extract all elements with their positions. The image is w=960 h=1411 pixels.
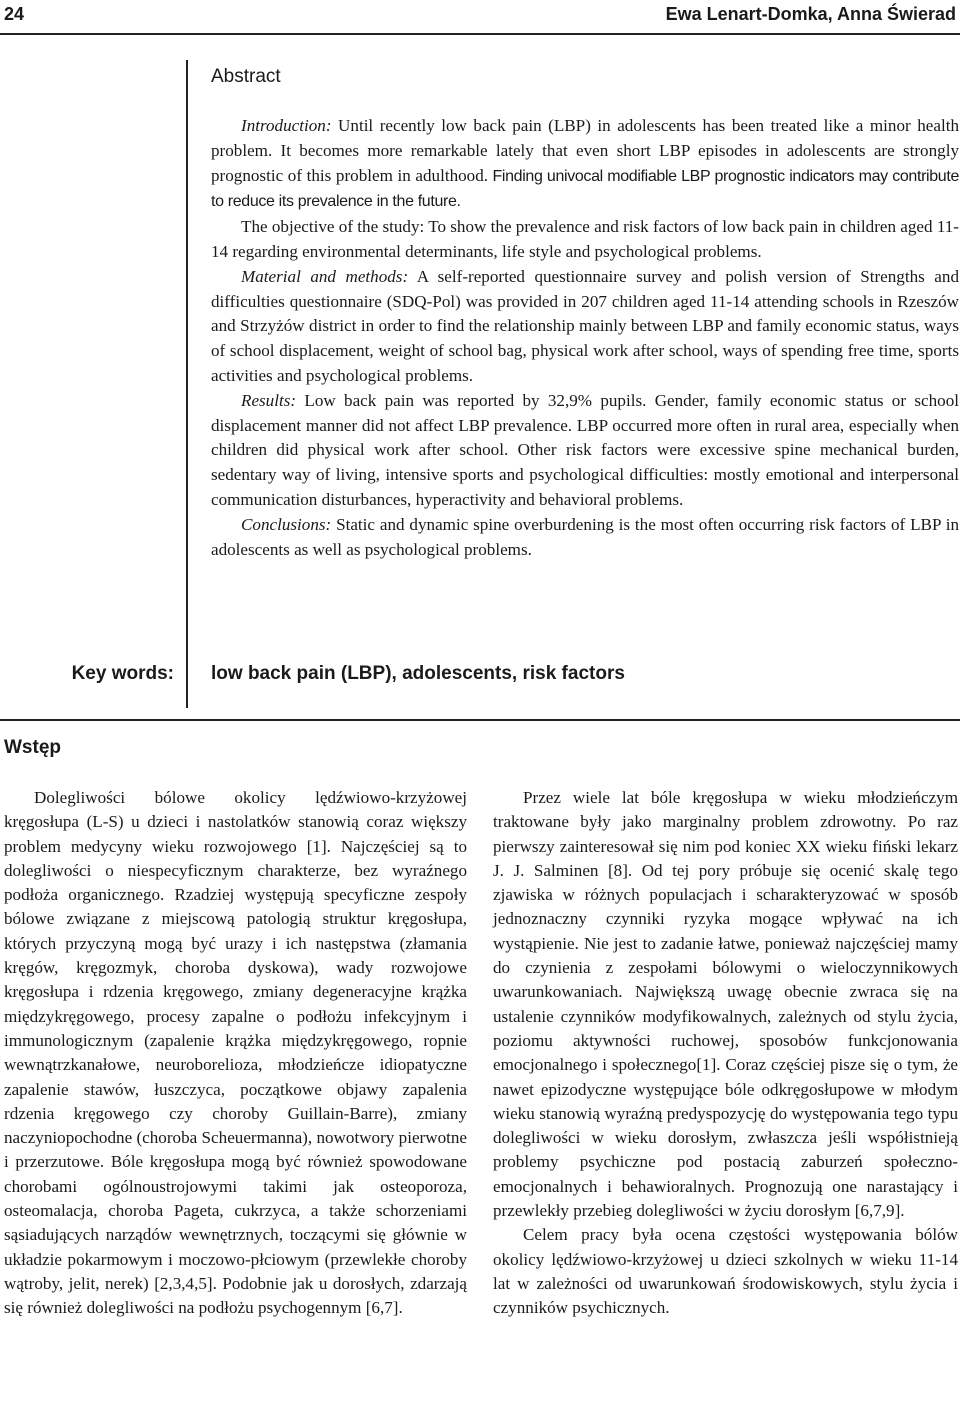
abstract-introduction — [211, 114, 959, 215]
abstract-vertical-rule — [186, 60, 188, 708]
page-header — [0, 0, 960, 34]
methods-text: A self-reported questionnaire survey and polish version of Strengths and difficulties questionnaire (SDQ-Pol) was provided in 207 children aged 11-14 attending schools in Rzeszów and Strzyżów district in order to find the relationship mainly between LBP and family economic status, ways of school displacement, weight of school bag, physical work after school, ways of spending free time, sports activities and psychological problems. — [211, 266, 959, 385]
conclusions-text: Static and dynamic spine overburdening is the most often occurring risk factors of LBP in adolescents as well as psychological problems. — [211, 514, 959, 559]
left-paragraph: Dolegliwości bólowe okolicy lędźwiowo-krzyżowej kręgosłupa (L-S) u dzieci i nastolatków stanowią coraz większy problem medycyny wieku rozwojowego [1]. Najczęściej są to dolegliwości o niespecyficznym charakterze, bez wyraźnego podłoża organicznego. Rzadziej występują specyficzne zespoły bólowe związane z miejscową patologią struktur kręgosłupa, których przyczyną mogą być urazy i ich następstwa (złamania kręgów, kręgozmyk, choroba dyskowa), wady rozwojowe kręgosłupa i rdzenia kręgowego, zmiany degeneracyjne krążka międzykręgowego, procesy zapalne o podłożu infekcyjnym i immunologicznym (zapalenie krążka międzykręgowego, ropnie wewnątrzkanałowe, neuroborelioza, młodzieńcze idiopatyczne zapalenie stawów, łuszczyca, początkowe objawy zapalenia rdzenia kręgowego czy choroby Guillain-Barre), zmiany naczyniopochodne (choroba Scheuermanna), nowotwory pierwotne i przerzutowe. Bóle kręgosłupa mogą być również spowodowane chorobami ogólnoustrojowymi takimi jak osteoporoza, osteomalacja, choroba Pageta, cukrzyca, a także schorzeniami sąsiadujących narządów wewnętrznych, toczącymi się głównie w układzie pokarmowym i moczowo-płciowym (przewlekłe choroby wątroby, jelit, nerek) [2,3,4,5]. Podobnie jak u dorosłych, zdarzają się również dolegliwości na podłożu psychogennym [6,7]. — [4, 788, 467, 1318]
right-column — [493, 786, 958, 1321]
results-text: Low back pain was reported by 32,9% pupils. Gender, family economic status or school displacement manner did not affect LBP prevalence. LBP occurred more often in rural area, especially when children did physical work after school. Other risk factors were excessive spine mechanical burden, sedentary way of living, intensive sports and psychological difficulties: mostly emotional and interpersonal communication disturbances, hyperactivity and behavioral problems. — [211, 390, 959, 509]
keywords-value: low back pain (LBP), adolescents, risk factors — [211, 663, 625, 684]
objective-text: The objective of the study: To show the prevalence and risk factors of low back pain in children aged 11-14 regarding environmental determinants, life style and psychological problems. — [211, 217, 959, 261]
introduction-text-continued: Finding univocal modifiable LBP prognostic indicators may contribute to reduce its prevalence in the future. — [211, 167, 959, 211]
section-heading: Wstęp — [4, 737, 61, 758]
abstract-results — [211, 389, 959, 513]
page-number: 24 — [4, 4, 25, 24]
introduction-label: Introduction: — [241, 116, 332, 135]
right-paragraph: Celem pracy była ocena częstości występowania bólów okolicy lędźwiowo-krzyżowej u dzieci szkolnych w wieku 11-14 lat w zależności od uwarunkowań środowiskowych, stylu życia i czynników psychicznych. — [493, 1225, 958, 1318]
abstract-objective — [211, 215, 959, 265]
left-column — [4, 786, 467, 1321]
running-head-authors: Ewa Lenart-Domka, Anna Świerad — [665, 4, 956, 24]
results-label: Results: — [241, 390, 297, 410]
conclusions-label: Conclusions: — [241, 514, 332, 534]
methods-label: Material and methods: — [241, 266, 409, 286]
right-paragraph: Przez wiele lat bóle kręgosłupa w wieku młodzieńczym traktowane były jako marginalny problem zdrowotny. Po raz pierwszy zainteresował się nim pod koniec XX wieku fiński lekarz J. J. Salminen [8]. Od tej pory próbuje się ocenić skalę tego zjawiska w różnych populacjach i scharakteryzować w sposób jednoznaczny czynniki ryzyka mogące wpływać na ich wystąpienie. Nie jest to zadanie łatwe, ponieważ najczęściej mamy do czynienia z zespołami bólowymi o wieloczynnikowych uwarunkowaniach. Największą uwagę obecnie zwraca się na ustalenie czynników modyfikowalnych, zależnych od stylu życia, poziomu aktywności ruchowej, sposobów funkcjonowania emocjonalnego i społecznego[1]. Coraz częściej pisze się o tym, że nawet epizodyczne występujące bóle odkręgosłupowe w młodym wieku stanowią wyraźną predyspozycję do występowania tego typu dolegliwości w wieku dorosłym, zwłaszcza jeśli współistnieją problemy psychiczne pod postacią zaburzeń społeczno-emocjonalnych i behawioralnych. Prognozują one narastający i przewlekły przebieg dolegliwości w życiu dorosłym [6,7,9]. — [493, 788, 958, 1221]
abstract-heading: Abstract — [211, 66, 281, 87]
header-divider — [0, 33, 960, 35]
introduction-text: Until recently low back pain (LBP) in adolescents has been treated like a minor health problem. It becomes more remarkable lately that even short LBP episodes in adolescents are strongly prognostic of this problem in adulthood. — [211, 116, 959, 185]
keywords-label: Key words: — [71, 663, 174, 684]
abstract-methods — [211, 265, 959, 389]
section-divider — [0, 719, 960, 721]
abstract-conclusions — [211, 513, 959, 563]
abstract-body — [211, 114, 959, 562]
